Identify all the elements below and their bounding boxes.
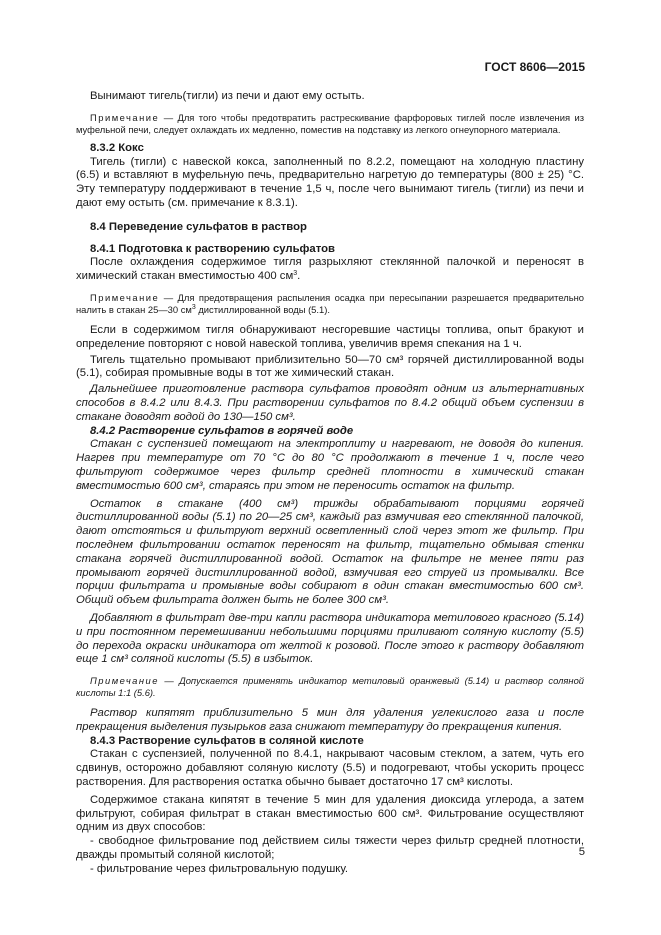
paragraph: Добавляют в фильтрат две-три капли раствора индикатора метилового красного (5.14) и при постоянном перемешивании небольшими порциями приливают соляную кислоту (5.5) до перехода окраски индикатора от желтой к розовой. После этого к раствору добавляют еще 1 см³ соляной кислоты (5.5) в избыток. [76, 611, 584, 666]
section-heading: 8.4 Переведение сульфатов в раствор [90, 220, 307, 233]
paragraph: Тигель (тигли) с навеской кокса, заполненный по 8.2.2, помещают на холодную пластину (6.5) и вставляют в муфельную печь, предварительно нагретую до температуры (800 ± 25) °С. Эту температуру поддерживают в течение 1,5 ч, после чего вынимают тигель (тигли) из печи и дают ему остыть (см. примечание к 8.3.1). [76, 155, 584, 209]
note-text: дистиллированной воды (5.1). [195, 303, 330, 315]
list-item: - свободное фильтрование под действием силы тяжести через фильтр средней плотности, дважды промытый соляной кислотой; [76, 835, 584, 862]
text-run: . [297, 270, 301, 283]
note [76, 292, 584, 316]
paragraph: Тигель тщательно промывают приблизительно 50—70 см³ горячей дистиллированной воды (5.1), собирая промывные воды в тот же химический стакан. [76, 353, 584, 380]
section-heading: 8.3.2 Кокс [90, 141, 144, 154]
paragraph: Стакан с суспензией помещают на электроплиту и нагревают, не доводя до кипения. Нагрев при температуре от 70 °С до 80 °С продолжают в течение 1 ч, после чего фильтруют содержимое через фильтр средней плотности в химический стакан вместимостью 600 см³, стараясь при этом не переносить остаток на фильтр. [76, 438, 584, 492]
section-heading: 8.4.3 Растворение сульфатов в соляной кислоте [90, 734, 364, 747]
paragraph [76, 256, 584, 284]
paragraph: Раствор кипятят приблизительно 5 мин для удаления углекислого газа и после прекращения выделения пузырьков газа снижают температуру до прекращения кипения. [76, 707, 584, 733]
superscript: 3 [191, 303, 196, 311]
paragraph: Вынимают тигель(тигли) из печи и дают ему остыть. [90, 90, 365, 102]
note-text: — Допускается применять индикатор метиловый оранжевый (5.14) и раствор соляной кислоты 1:1 (5.6). [76, 675, 584, 699]
page-number: 5 [578, 846, 585, 858]
paragraph: Дальнейшее приготовление раствора сульфатов проводят одним из альтернативных способов в 8.4.2 или 8.4.3. При растворении сульфатов по 8.4.2 общий объем суспензии в стакане доводят водой до 130—150 см³. [76, 383, 584, 423]
section-heading: 8.4.1 Подготовка к растворению сульфатов [90, 242, 335, 255]
list-item: - фильтрование через фильтровальную подушку. [90, 862, 349, 875]
note-text: — Для предотвращения распыления осадка при пересыпании разрешается предварительно налить в стакан 25—30 см [76, 291, 584, 315]
section-heading: 8.4.2 Растворение сульфатов в горячей воде [90, 424, 354, 437]
paragraph: Содержимое стакана кипятят в течение 5 мин для удаления диоксида углерода, а затем фильтруют, собирая фильтрат в стакан вместимостью 600 см³. Фильтрование осуществляют одним из двух способов: [76, 793, 584, 834]
paragraph: Остаток в стакане (400 см³) трижды обрабатывают порциями горячей дистиллированной воды (5.1) по 20—25 см³, каждый раз взмучивая его стеклянной палочкой, дают отстояться и фильтруют верхний осветленный слой через этот же фильтр. При последнем фильтровании остаток переносят на фильтр, тщательно обмывая стенки стакана горячей дистиллированной водой. Остаток на фильтре не менее пяти раз промывают горячей дистиллированной водой, взмучивая его струей из промывалки. Все порции фильтрата и промывные воды собирают в один стакан вместимостью 600 см³. Общий объем фильтрата должен быть не более 300 см³. [76, 497, 584, 607]
text-run: После охлаждения содержимое тигля разрыхляют стеклянной палочкой и переносят в химический стакан вместимостью 400 см [76, 256, 584, 283]
note-label: Примечание [90, 675, 159, 687]
note-label: Примечание [90, 291, 160, 303]
note [76, 112, 584, 136]
document-id: ГОСТ 8606—2015 [484, 60, 585, 74]
note-label: Примечание [90, 111, 160, 123]
document-body [76, 90, 584, 877]
note-text: — Для того чтобы предотвратить растрескивание фарфоровых тиглей после извлечения из муфельной печи, следует охлаждать их медленно, поместив на подставку из легкого огнеупорного материала. [76, 111, 584, 135]
paragraph: Стакан с суспензией, полученной по 8.4.1, накрывают часовым стеклом, а затем, чуть его сдвинув, осторожно добавляют соляную кислоту (5.5) и подогревают, чтобы ускорить процесс растворения. Для растворения остатка обычно бывает достаточно 17 см³ кислоты. [76, 748, 584, 789]
superscript: 3 [293, 270, 298, 278]
paragraph: Если в содержимом тигля обнаруживают несгоревшие частицы топлива, опыт бракуют и определение повторяют с новой навеской топлива, увеличив время спекания на 1 ч. [76, 323, 584, 350]
note [76, 675, 584, 699]
